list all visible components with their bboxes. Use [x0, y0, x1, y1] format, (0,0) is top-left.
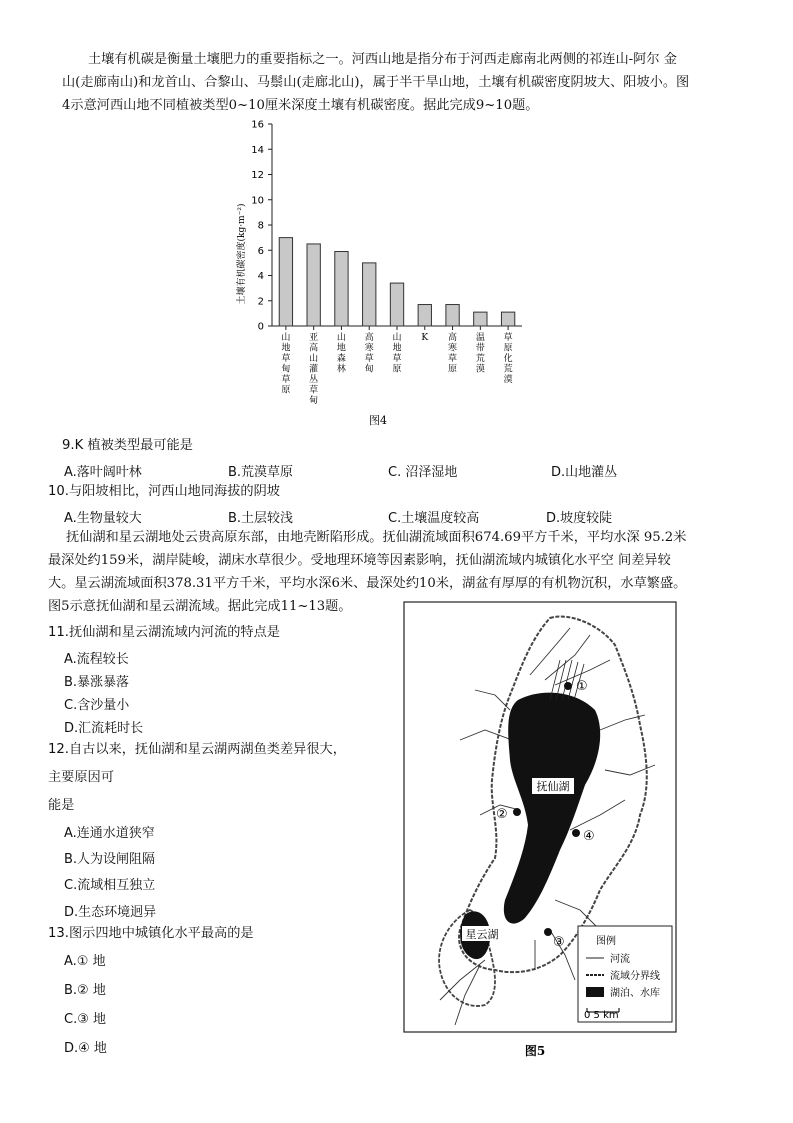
chart-caption: 图4	[369, 414, 387, 427]
point-3-dot	[544, 928, 552, 936]
point-2-dot	[513, 808, 521, 816]
intro1-line1: 土壤有机碳是衡量土壤肥力的重要指标之一。河西山地是指分布于河西走廊南北两侧的祁连山-阿尔 金	[88, 52, 677, 67]
q9-stem: 9.K 植被类型最可能是	[62, 438, 193, 453]
chart-x-tick-label: 亚高山灌丛草甸	[309, 333, 319, 406]
q11-option-d[interactable]: D.汇流耗时长	[64, 721, 144, 736]
chart-x-tick-label: 高寒草原	[448, 333, 458, 375]
q13-stem: 13.图示四地中城镇化水平最高的是	[48, 926, 254, 941]
chart-y-tick-label: 16	[251, 119, 264, 131]
intro2-line1: 抚仙湖和星云湖地处云贵高原东部，由地壳断陷形成。抚仙湖流域面积674.69平方千米，平均水深 95.2米	[66, 530, 687, 545]
chart-x-tick-label: 草原化荒漠	[503, 333, 513, 385]
q9-option-b[interactable]: B.荒漠草原	[228, 465, 294, 480]
intro2-line2: 最深处约159米，湖岸陡峻，湖床水草很少。受地理环境等因素影响，抚仙湖流域内城镇化水平空 间差异较	[48, 553, 671, 568]
map-legend	[578, 926, 672, 1022]
q12-option-c[interactable]: C.流域相互独立	[64, 878, 156, 893]
q10-stem: 10.与阳坡相比，河西山地同海拔的阴坡	[48, 484, 280, 499]
q12-stem-line2: 主要原因可	[48, 770, 114, 785]
chart-x-tick-label: 山地森林	[336, 333, 346, 375]
point-4-dot	[572, 829, 580, 837]
q13-option-b[interactable]: B.② 地	[64, 983, 106, 998]
q13-option-a[interactable]: A.① 地	[64, 954, 106, 969]
q13-option-c[interactable]: C.③ 地	[64, 1012, 106, 1027]
chart-bar	[446, 305, 459, 326]
chart-y-tick-label: 10	[251, 195, 264, 207]
chart-bar	[474, 312, 487, 326]
legend-boundary-label: 流域分界线	[610, 971, 660, 982]
point-1-dot	[564, 682, 572, 690]
chart-x-tick-label: K	[421, 333, 429, 343]
chart-bar	[279, 238, 292, 326]
map-caption: 图5	[524, 1044, 546, 1058]
chart-y-tick-label: 8	[257, 220, 264, 232]
legend-title: 图例	[596, 936, 616, 947]
q11-option-b[interactable]: B.暴涨暴落	[64, 675, 130, 690]
legend-lake-label: 湖泊、水库	[610, 988, 660, 999]
legend-river-label: 河流	[610, 954, 630, 965]
q10-option-a[interactable]: A.生物量较大	[64, 511, 142, 526]
chart-x-tick-label: 高寒草甸	[364, 333, 374, 375]
chart-y-tick-label: 2	[257, 296, 264, 308]
chart-y-tick-label: 4	[257, 271, 264, 282]
q10-option-c[interactable]: C.土壤温度较高	[388, 511, 480, 526]
chart-bar	[418, 305, 431, 326]
point-2-label: ②	[496, 807, 508, 822]
chart-y-axis-label: 土壤有机碳密度(kg·m⁻²)	[237, 203, 247, 305]
q12-option-a[interactable]: A.连通水道狭窄	[64, 826, 155, 841]
q13-option-d[interactable]: D.④ 地	[64, 1041, 107, 1056]
q9-option-d[interactable]: D.山地灌丛	[551, 465, 618, 480]
q11-option-a[interactable]: A.流程较长	[64, 652, 129, 667]
q10-option-d[interactable]: D.坡度较陡	[546, 511, 613, 526]
chart-x-tick-label: 山地草甸草原	[281, 333, 291, 396]
intro2-line3: 大。星云湖流域面积378.31平方千米，平均水深6米、最深处约10米，湖盆有厚厚的有机物沉积，水草繁盛。	[48, 576, 687, 591]
chart-y-tick-label: 12	[251, 170, 264, 181]
point-4-label: ④	[583, 829, 595, 844]
q12-stem-line3: 能是	[48, 798, 75, 813]
intro2-line4: 图5示意抚仙湖和星云湖流域。据此完成11~13题。	[48, 599, 352, 614]
scale-label: 0 5 km	[584, 1010, 619, 1021]
chart-bar	[363, 263, 376, 326]
point-1-label: ①	[576, 679, 588, 694]
q12-stem-line1: 12.自古以来，抚仙湖和星云湖两湖鱼类差异很大，	[48, 742, 346, 757]
xingyun-lake-label: 星云湖	[465, 928, 499, 941]
chart-bar	[390, 283, 403, 326]
chart-y-tick-label: 0	[257, 321, 264, 333]
q9-option-a[interactable]: A.落叶阔叶林	[64, 465, 142, 480]
chart-bar	[307, 244, 320, 326]
intro1-line3: 4示意河西山地不同植被类型0~10厘米深度土壤有机碳密度。据此完成9~10题。	[62, 98, 539, 113]
point-3-label: ③	[553, 935, 565, 950]
legend-lake-swatch	[586, 987, 604, 997]
q9-option-c[interactable]: C. 沼泽湿地	[388, 465, 458, 480]
chart-x-tick-label: 山地草原	[392, 333, 402, 375]
chart-y-tick-label: 14	[251, 144, 264, 156]
fuxian-lake-label: 抚仙湖	[536, 780, 570, 793]
q12-option-d[interactable]: D.生态环境迥异	[64, 905, 157, 920]
q11-option-c[interactable]: C.含沙量小	[64, 698, 130, 713]
chart-bar	[501, 312, 514, 326]
q10-option-b[interactable]: B.土层较浅	[228, 511, 294, 526]
chart-y-tick-label: 6	[257, 245, 264, 257]
q11-stem: 11.抚仙湖和星云湖流域内河流的特点是	[48, 625, 280, 640]
chart-bar	[335, 252, 348, 326]
q12-option-b[interactable]: B.人为设闸阻隔	[64, 852, 156, 867]
soil-carbon-bar-chart	[232, 114, 532, 432]
chart-x-tick-label: 温带荒漠	[475, 333, 485, 375]
intro1-line2: 山(走廊南山)和龙首山、合黎山、马鬃山(走廊北山)，属于半干旱山地，土壤有机碳密度阴坡大、阳坡小。图	[62, 75, 690, 90]
lake-basin-map	[400, 600, 680, 1062]
